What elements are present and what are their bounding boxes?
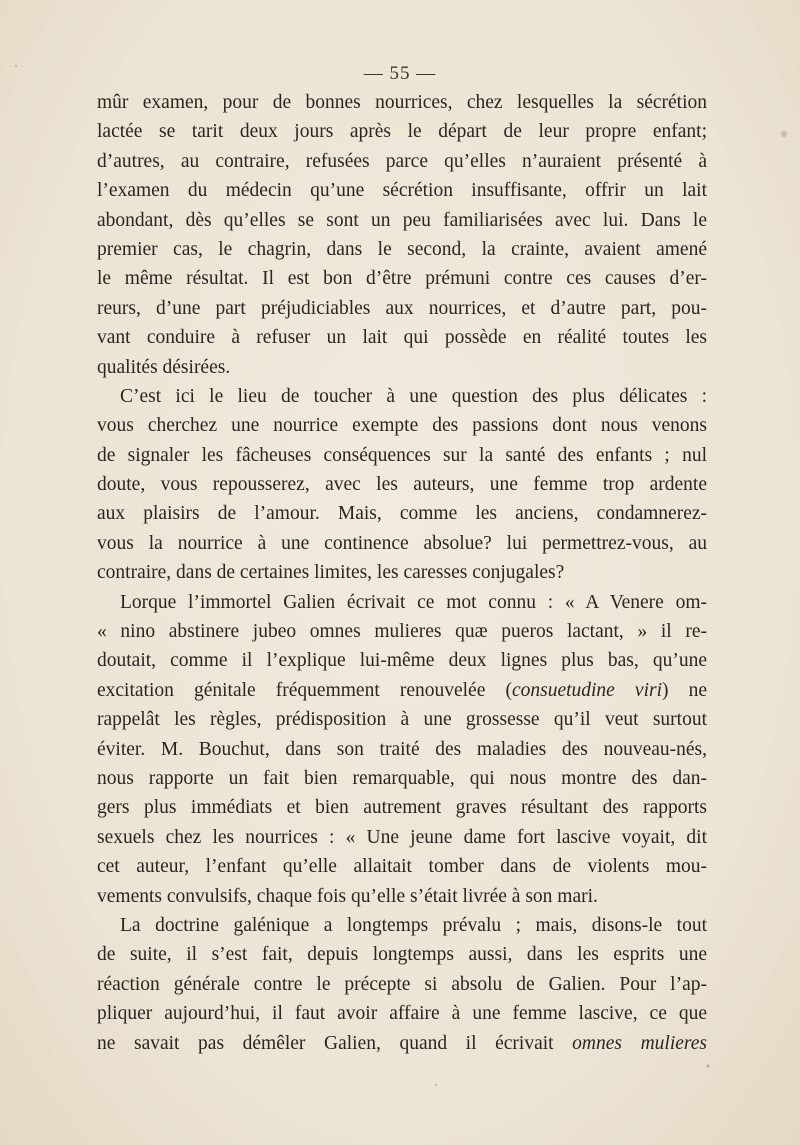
text-run: qualités désirées. (97, 356, 231, 378)
text-run: vant conduire à refuser un lait qui possède en réalité toutes les (97, 327, 707, 349)
text-run: Lorque l’immortel Galien écrivait ce mot connu : « A Venere om- (120, 591, 707, 613)
text-run: premier cas, le chagrin, dans le second, la crainte, avaient amené (97, 238, 707, 260)
text-run: éviter. M. Bouchut, dans son traité des maladies des nouveau-nés, (97, 738, 707, 760)
text-line (97, 294, 707, 323)
text-line (97, 117, 707, 146)
text-line (97, 558, 707, 587)
text-line (97, 206, 707, 235)
text-run: sexuels chez les nourrices : « Une jeune dame fort lascive voyait, dit (97, 826, 707, 848)
text-run: C’est ici le lieu de toucher à une question des plus délicates : (120, 385, 707, 407)
text-run: cet auteur, l’enfant qu’elle allaitait tomber dans de violents mou- (97, 856, 707, 878)
text-run: reurs, d’une part préjudiciables aux nourrices, et d’autre part, pou- (97, 297, 707, 319)
text-line (97, 970, 707, 999)
text-run: « nino abstinere jubeo omnes mulieres quæ pueros lactant, » il re- (97, 621, 707, 643)
text-line (97, 147, 707, 176)
text-run: mûr examen, pour de bonnes nourrices, chez lesquelles la sécrétion (97, 92, 707, 113)
text-run: le même résultat. Il est bon d’être prémuni contre ces causes d’er- (97, 268, 707, 290)
text-line (97, 735, 707, 764)
text-run: d’autres, au contraire, refusées parce qu’elles n’auraient présenté à (97, 150, 707, 172)
text-run: doute, vous repousserez, avec les auteurs, une femme trop ardente (97, 474, 707, 496)
text-line (97, 882, 707, 911)
text-line (97, 88, 707, 117)
text-line (97, 764, 707, 793)
text-line (97, 1029, 707, 1058)
text-line (97, 353, 707, 382)
text-run: de signaler les fâcheuses conséquences sur la santé des enfants ; nul (97, 444, 707, 466)
text-line (97, 793, 707, 822)
text-run: La doctrine galénique a longtemps prévalu ; mais, disons-le tout (120, 914, 707, 936)
text-line (97, 323, 707, 352)
italic-text-run: omnes mulieres (572, 1032, 707, 1054)
text-run: ) ne (662, 679, 707, 701)
text-run: excitation génitale fréquemment renouvelée ( (97, 679, 512, 701)
text-run: abondant, dès qu’elles se sont un peu familiarisées avec lui. Dans le (97, 209, 707, 231)
text-line (97, 176, 707, 205)
text-line (97, 940, 707, 969)
text-run: nous rapporte un fait bien remarquable, qui nous montre des dan- (97, 767, 707, 789)
text-run: vous cherchez une nourrice exempte des passions dont nous venons (97, 415, 707, 437)
italic-text-run: consuetudine viri (511, 679, 663, 701)
text-line (97, 852, 707, 881)
text-run: vements convulsifs, chaque fois qu’elle s’était livrée à son mari. (97, 885, 598, 907)
text-line (97, 411, 707, 440)
text-line (97, 999, 707, 1028)
text-line (97, 235, 707, 264)
page-number: — 55 — (363, 63, 437, 84)
text-line (97, 911, 707, 940)
text-line (97, 705, 707, 734)
text-run: rappelât les règles, prédisposition à une grossesse qu’il veut surtout (97, 709, 707, 731)
text-line (97, 441, 707, 470)
text-run: de suite, il s’est fait, depuis longtemps aussi, dans les esprits une (97, 944, 707, 966)
text-line (97, 588, 707, 617)
text-line (97, 529, 707, 558)
text-run: lactée se tarit deux jours après le départ de leur propre enfant; (97, 121, 707, 143)
text-line (97, 646, 707, 675)
text-line (97, 823, 707, 852)
text-run: l’examen du médecin qu’une sécrétion insuffisante, offrir un lait (97, 180, 707, 202)
text-run: ne savait pas démêler Galien, quand il écrivait (97, 1032, 573, 1054)
text-run: vous la nourrice à une continence absolue? lui permettrez-vous, au (97, 532, 707, 554)
text-run: gers plus immédiats et bien autrement graves résultant des rapports (97, 797, 707, 819)
text-line (97, 676, 707, 705)
text-run: réaction générale contre le précepte si absolu de Galien. Pour l’ap- (97, 973, 707, 995)
body-text (97, 88, 707, 1058)
text-run: contraire, dans de certaines limites, les caresses conjugales? (97, 562, 565, 584)
text-run: aux plaisirs de l’amour. Mais, comme les anciens, condamnerez- (97, 503, 707, 525)
text-line (97, 382, 707, 411)
text-run: doutait, comme il l’explique lui-même deux lignes plus bas, qu’une (97, 650, 707, 672)
text-line (97, 264, 707, 293)
text-line (97, 499, 707, 528)
text-line (97, 617, 707, 646)
text-run: pliquer aujourd’hui, il faut avoir affaire à une femme lascive, ce que (97, 1003, 707, 1025)
text-line (97, 470, 707, 499)
